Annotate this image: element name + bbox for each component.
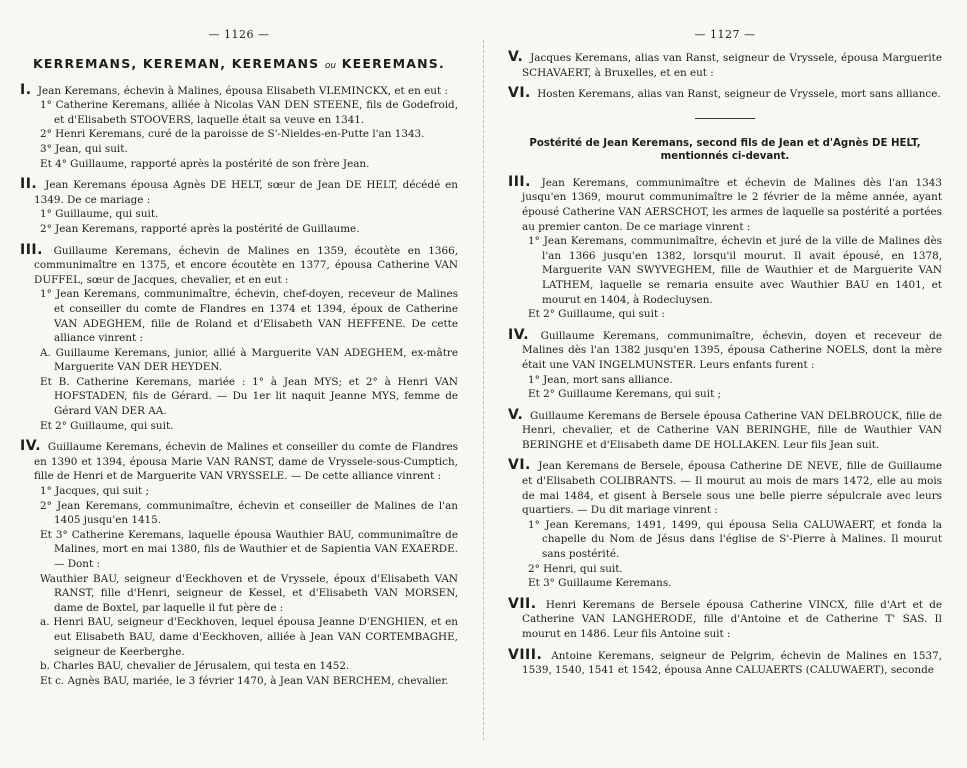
genealogy-line: Et 4° Guillaume, rapporté après la postérité de son frère Jean.	[40, 157, 370, 170]
family-title-last: KEEREMANS.	[341, 56, 445, 71]
family-title-main: KERREMANS, KEREMAN, KEREMANS	[33, 56, 320, 71]
generation-head	[20, 439, 458, 484]
right-top-generations	[508, 50, 942, 102]
genealogy-line: 1° Guillaume, qui suit.	[40, 208, 159, 221]
generation-numeral: VII.	[508, 595, 537, 612]
generation-numeral: VIII.	[508, 646, 543, 663]
generation-numeral: II.	[20, 176, 38, 193]
generation-head	[508, 50, 942, 80]
left-page	[20, 0, 458, 768]
right-generations	[508, 175, 942, 678]
section-separator	[695, 118, 755, 119]
generation-numeral: I.	[20, 81, 32, 98]
generation-numeral: VI.	[508, 457, 531, 474]
generation-text: Jean Keremans, communimaître et échevin de Malines dès l'an 1343 jusqu'en 1369, mourut communimaître le 2 février de la même année, ayant épousé Catherine VAN AERSCHOT, les armes de laquelle sa postérité a portées au premier canton. De ce mariage vinrent :	[522, 176, 943, 233]
generation-head	[20, 243, 458, 288]
generation-entry	[508, 458, 942, 590]
genealogy-line: 2° Jean Keremans, rapporté après la postérité de Guillaume.	[40, 222, 360, 235]
generation-text: Jean Keremans de Bersele, épousa Catherine DE NEVE, fille de Guillaume et d'Elisabeth COLIBRANTS. — Il mourut au mois de mars 1472, elle au mois de mai 1484, et gisent à Bersele sous une belle pierre sépulcrale avec leurs quartiers. — Du dit mariage vinrent :	[522, 460, 942, 517]
generation-head	[508, 648, 942, 678]
generation-entry	[508, 408, 942, 453]
genealogy-line: Et c. Agnès BAU, mariée, le 3 février 1470, à Jean VAN BERCHEM, chevalier.	[40, 674, 449, 687]
genealogy-line: 2° Jean Keremans, communimaître, échevin et conseiller de Malines de l'an 1405 jusqu'en 1415.	[40, 499, 458, 527]
generation-numeral: V.	[508, 49, 524, 65]
genealogy-line: Et B. Catherine Keremans, mariée : 1° à Jean MYS; et 2° à Henri VAN HOFSTADEN, fils de Gérard. — Du 1er lit naquit Jeanne MYS, femme de Gérard VAN DER AA.	[40, 375, 458, 418]
generation-head	[508, 408, 942, 453]
genealogy-line: 1° Jacques, qui suit ;	[40, 485, 150, 498]
generation-text: Hosten Keremans, alias van Ranst, seigneur de Vryssele, mort sans alliance.	[537, 88, 941, 101]
generation-numeral: IV.	[20, 438, 42, 455]
generation-numeral: IV.	[508, 326, 530, 343]
generation-head	[508, 458, 942, 517]
page-gutter	[483, 40, 485, 740]
generation-head	[20, 177, 458, 207]
genealogy-line: Et 3° Catherine Keremans, laquelle épousa Wauthier BAU, communimaître de Malines, mort en mai 1380, fils de Wauthier et de Sapientia VAN EXAERDE. — Dont :	[40, 528, 458, 570]
generation-entry	[20, 243, 458, 434]
page-number-left: — 1126 —	[208, 28, 270, 41]
page-number-right: — 1127 —	[694, 28, 756, 41]
generation-text: Jean Keremans, échevin à Malines, épousa Elisabeth VLEMINCKX, et en eut :	[37, 84, 448, 97]
generation-text: Guillaume Keremans, échevin de Malines en 1359, écoutète en 1366, communimaître en 1375, et encore écoutète en 1377, épousa Catherine VAN DUFFEL, sœur de Jacques, chevalier, et en eut :	[34, 244, 458, 286]
genealogy-line: 2° Henri Keremans, curé de la paroisse de S'-Nieldes-en-Putte l'an 1343.	[40, 128, 425, 141]
generation-entry	[508, 86, 942, 102]
generation-entry	[20, 439, 458, 688]
genealogy-line: b. Charles BAU, chevalier de Jérusalem, qui testa en 1452.	[40, 660, 350, 673]
generation-numeral: III.	[508, 173, 531, 190]
genealogy-line: Wauthier BAU, seigneur d'Eeckhoven et de Vryssele, époux d'Elisabeth VAN RANST, fille d'Henri, seigneur de Kessel, et d'Elisabeth VAN MORSEN, dame de Boxtel, par laquelle il fut père de :	[40, 572, 458, 614]
generation-text: Jacques Keremans, alias van Ranst, seigneur de Vryssele, épousa Marguerite SCHAVAERT, à Bruxelles, et en eut :	[522, 52, 942, 79]
generation-numeral: V.	[508, 406, 524, 423]
genealogy-line: 1° Jean Keremans, communimaître, échevin, chef-doyen, receveur de Malines et conseiller du comte de Flandres en 1374 et 1394, époux de Catherine VAN ADEGHEM, fille de Roland et d'Elisabeth VAN HEFFENE. De cette alliance vinrent :	[40, 288, 458, 345]
generation-head	[20, 83, 458, 99]
generation-numeral: III.	[20, 241, 43, 258]
genealogy-line: 2° Henri, qui suit.	[528, 562, 623, 575]
generation-text: Guillaume Keremans de Bersele épousa Catherine VAN DELBROUCK, fille de Henri, chevalier, et de Catherine VAN BERINGHE, fille de Wauthier VAN BERINGHE et d'Elisabeth dame DE HOLLAKEN. Leur fils Jean suit.	[522, 409, 942, 451]
left-generations	[20, 83, 458, 689]
generation-numeral: VI.	[508, 85, 531, 102]
generation-entry	[20, 83, 458, 172]
generation-entry	[508, 175, 942, 322]
generation-entry	[508, 50, 942, 80]
right-page	[508, 0, 942, 768]
genealogy-line: Et 2° Guillaume, qui suit.	[40, 419, 174, 432]
genealogy-line: Et 2° Guillaume Keremans, qui suit ;	[528, 388, 722, 401]
genealogy-line: A. Guillaume Keremans, junior, allié à Marguerite VAN ADEGHEM, ex-mâtre Marguerite VAN DER HEYDEN.	[40, 346, 458, 374]
generation-text: Guillaume Keremans, échevin de Malines et conseiller du comte de Flandres en 1390 et 1394, épousa Marie VAN RANST, dame de Vryssele-sous-Cumptich, fille de Henri et de Marguerite VAN VRYSSELE. — De cette alliance vinrent :	[34, 441, 458, 483]
generation-head	[508, 597, 942, 642]
family-title-ou: ou	[324, 61, 337, 71]
generation-head	[508, 328, 942, 373]
generation-entry	[508, 648, 942, 678]
family-title	[20, 57, 458, 74]
genealogy-line: 1° Jean Keremans, communimaître, échevin et juré de la ville de Malines dès l'an 1366 jusqu'en 1382, lorsqu'il mourut. Il avait épousé, en 1378, Marguerite VAN SWYVEGHEM, fille de Wauthier et de Marguerite VAN LATHEM, laquelle se remaria ensuite avec Wauthier BAU en 1401, et mourut en 1404, à Rodecluysen.	[528, 235, 942, 306]
genealogy-line: 1° Jean, mort sans alliance.	[528, 373, 673, 386]
generation-entry	[508, 328, 942, 402]
section-title: Postérité de Jean Keremans, second fils de Jean et d'Agnès DE HELT, mentionnés ci-devant.	[529, 137, 921, 162]
generation-text: Jean Keremans épousa Agnès DE HELT, sœur de Jean DE HELT, décédé en 1349. De ce mariage :	[34, 179, 459, 206]
generation-text: Guillaume Keremans, communimaître, échevin, doyen et receveur de Malines dès l'an 1382 jusqu'en 1395, épousa Catherine NOELS, dont la mère était une VAN INGELMUNSTER. Leurs enfants furent :	[522, 329, 942, 371]
generation-head	[508, 175, 942, 234]
genealogy-line: 1° Catherine Keremans, alliée à Nicolas VAN DEN STEENE, fils de Godefroid, et d'Elisabeth STOOVERS, laquelle était sa veuve en 1341.	[40, 99, 458, 126]
generation-text: Henri Keremans de Bersele épousa Catherine VINCX, fille d'Art et de Catherine VAN LANGHERODE, fille d'Antoine et de Catherine T' SAS. Il mourut en 1486. Leur fils Antoine suit :	[522, 598, 942, 640]
generation-head	[508, 86, 942, 102]
generation-entry	[20, 177, 458, 236]
genealogy-line: Et 2° Guillaume, qui suit :	[528, 308, 665, 321]
genealogy-line: a. Henri BAU, seigneur d'Eeckhoven, lequel épousa Jeanne D'ENGHIEN, et en eut Elisabeth BAU, dame d'Eeckhoven, alliée à Jean VAN CORTEMBAGHE, seigneur de Keerberghe.	[40, 616, 458, 658]
generation-text: Antoine Keremans, seigneur de Pelgrim, échevin de Malines en 1537, 1539, 1540, 1541 et 1542, épousa Anne CALUAERTS (CALUWAERT), seconde	[522, 649, 942, 677]
genealogy-line: 1° Jean Keremans, 1491, 1499, qui épousa Selia CALUWAERT, et fonda la chapelle du Nom de Jésus dans l'église de S'-Pierre à Malines. Il mourut sans postérité.	[528, 518, 942, 561]
generation-entry	[508, 597, 942, 642]
genealogy-line: 3° Jean, qui suit.	[40, 142, 128, 155]
genealogy-line: Et 3° Guillaume Keremans.	[528, 577, 672, 590]
